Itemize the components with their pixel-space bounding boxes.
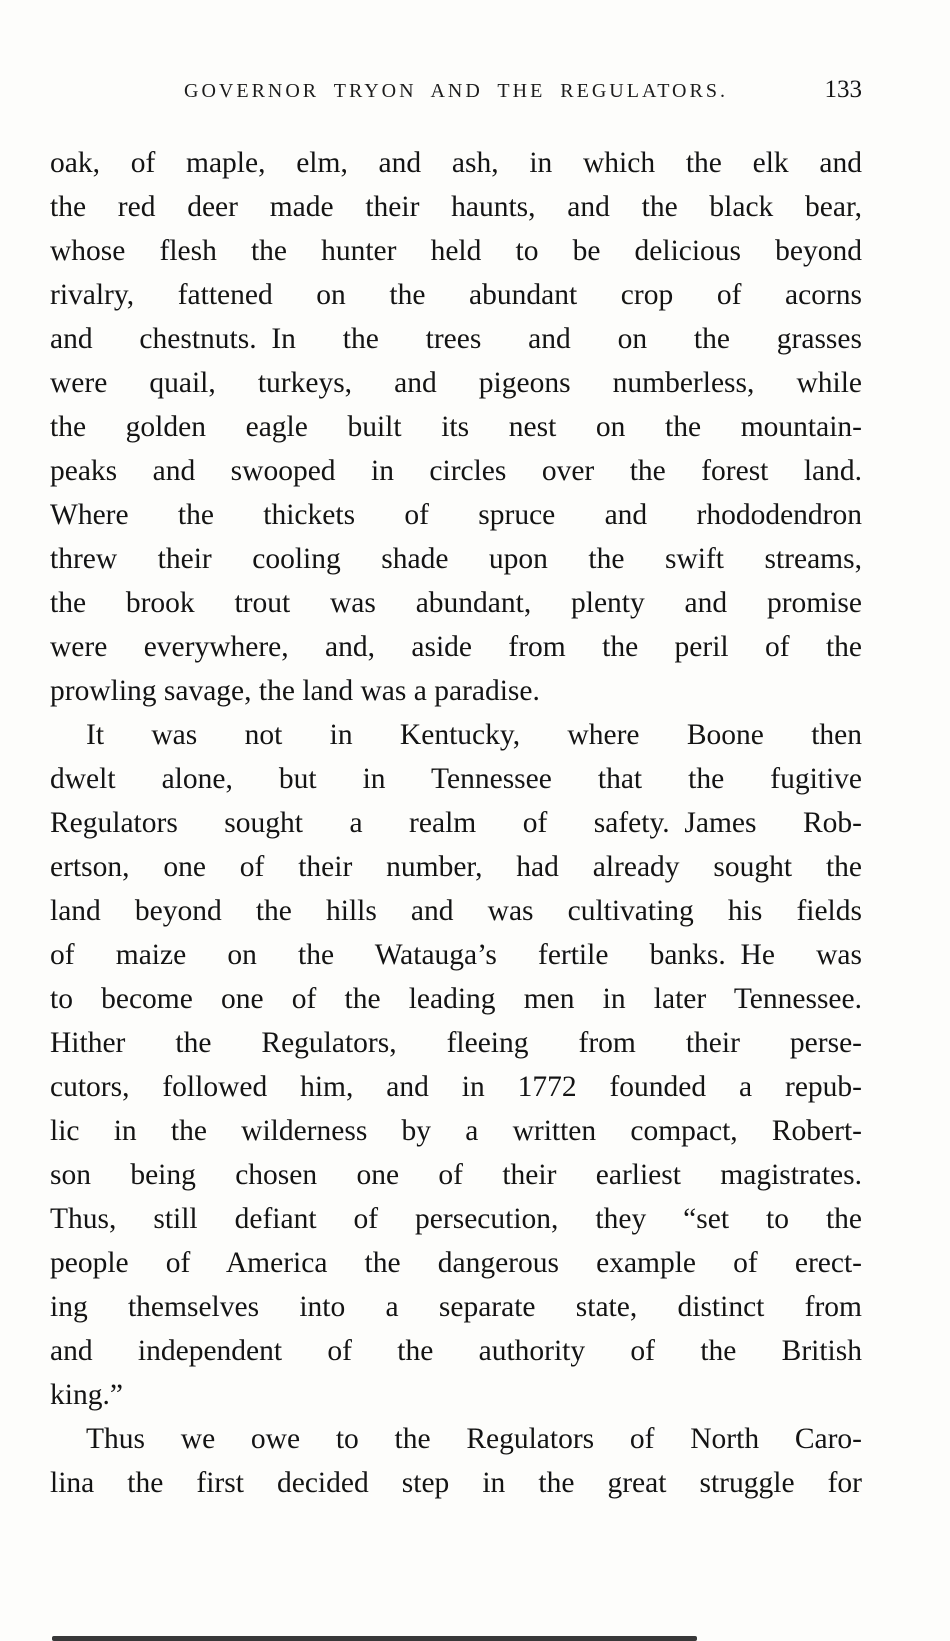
text-line: ertson, one of their number, had already sought the <box>50 851 862 883</box>
text-line: oak, of maple, elm, and ash, in which the elk and <box>50 147 862 179</box>
text-line: prowling savage, the land was a paradise. <box>50 675 540 707</box>
text-line: king.” <box>50 1379 123 1411</box>
text-line: dwelt alone, but in Tennessee that the fugitive <box>50 763 862 795</box>
text-line: It was not in Kentucky, where Boone then <box>86 719 862 751</box>
text-line: Where the thickets of spruce and rhododendron <box>50 499 862 531</box>
text-line: son being chosen one of their earliest magistrates. <box>50 1159 862 1191</box>
text-line: peaks and swooped in circles over the forest land. <box>50 455 862 487</box>
running-title: GOVERNOR TRYON AND THE REGULATORS. <box>184 80 728 102</box>
text-line: of maize on the Watauga’s fertile banks. He was <box>50 939 862 971</box>
paragraph <box>50 713 862 1417</box>
text-line: the brook trout was abundant, plenty and promise <box>50 587 862 619</box>
text-line: Thus we owe to the Regulators of North Caro- <box>86 1423 862 1455</box>
text-line: the golden eagle built its nest on the mountain- <box>50 411 862 443</box>
text-line: and chestnuts. In the trees and on the grasses <box>50 323 862 355</box>
text-line: people of America the dangerous example of erect- <box>50 1247 862 1279</box>
page-body <box>50 141 862 1505</box>
text-line: ing themselves into a separate state, distinct from <box>50 1291 862 1323</box>
text-line: lic in the wilderness by a written compact, Robert- <box>50 1115 862 1147</box>
text-line: the red deer made their haunts, and the black bear, <box>50 191 862 223</box>
text-line: lina the first decided step in the great struggle for <box>50 1467 862 1499</box>
page-number: 133 <box>824 76 862 103</box>
text-line: to become one of the leading men in later Tennessee. <box>50 983 862 1015</box>
text-line: rivalry, fattened on the abundant crop of acorns <box>50 279 862 311</box>
text-line: threw their cooling shade upon the swift streams, <box>50 543 862 575</box>
text-line: Hither the Regulators, fleeing from their perse- <box>50 1027 862 1059</box>
scan-edge-artifact <box>52 1636 697 1641</box>
text-line: Regulators sought a realm of safety. James Rob- <box>50 807 862 839</box>
text-line: whose flesh the hunter held to be delicious beyond <box>50 235 862 267</box>
text-line: were quail, turkeys, and pigeons numberless, while <box>50 367 862 399</box>
paragraph <box>50 141 862 713</box>
text-line: and independent of the authority of the British <box>50 1335 862 1367</box>
text-line: land beyond the hills and was cultivating his fields <box>50 895 862 927</box>
paragraph <box>50 1417 862 1505</box>
text-line: were everywhere, and, aside from the peril of the <box>50 631 862 663</box>
text-line: cutors, followed him, and in 1772 founded a repub- <box>50 1071 862 1103</box>
text-line: Thus, still defiant of persecution, they “set to the <box>50 1203 862 1235</box>
page-header <box>50 76 862 108</box>
